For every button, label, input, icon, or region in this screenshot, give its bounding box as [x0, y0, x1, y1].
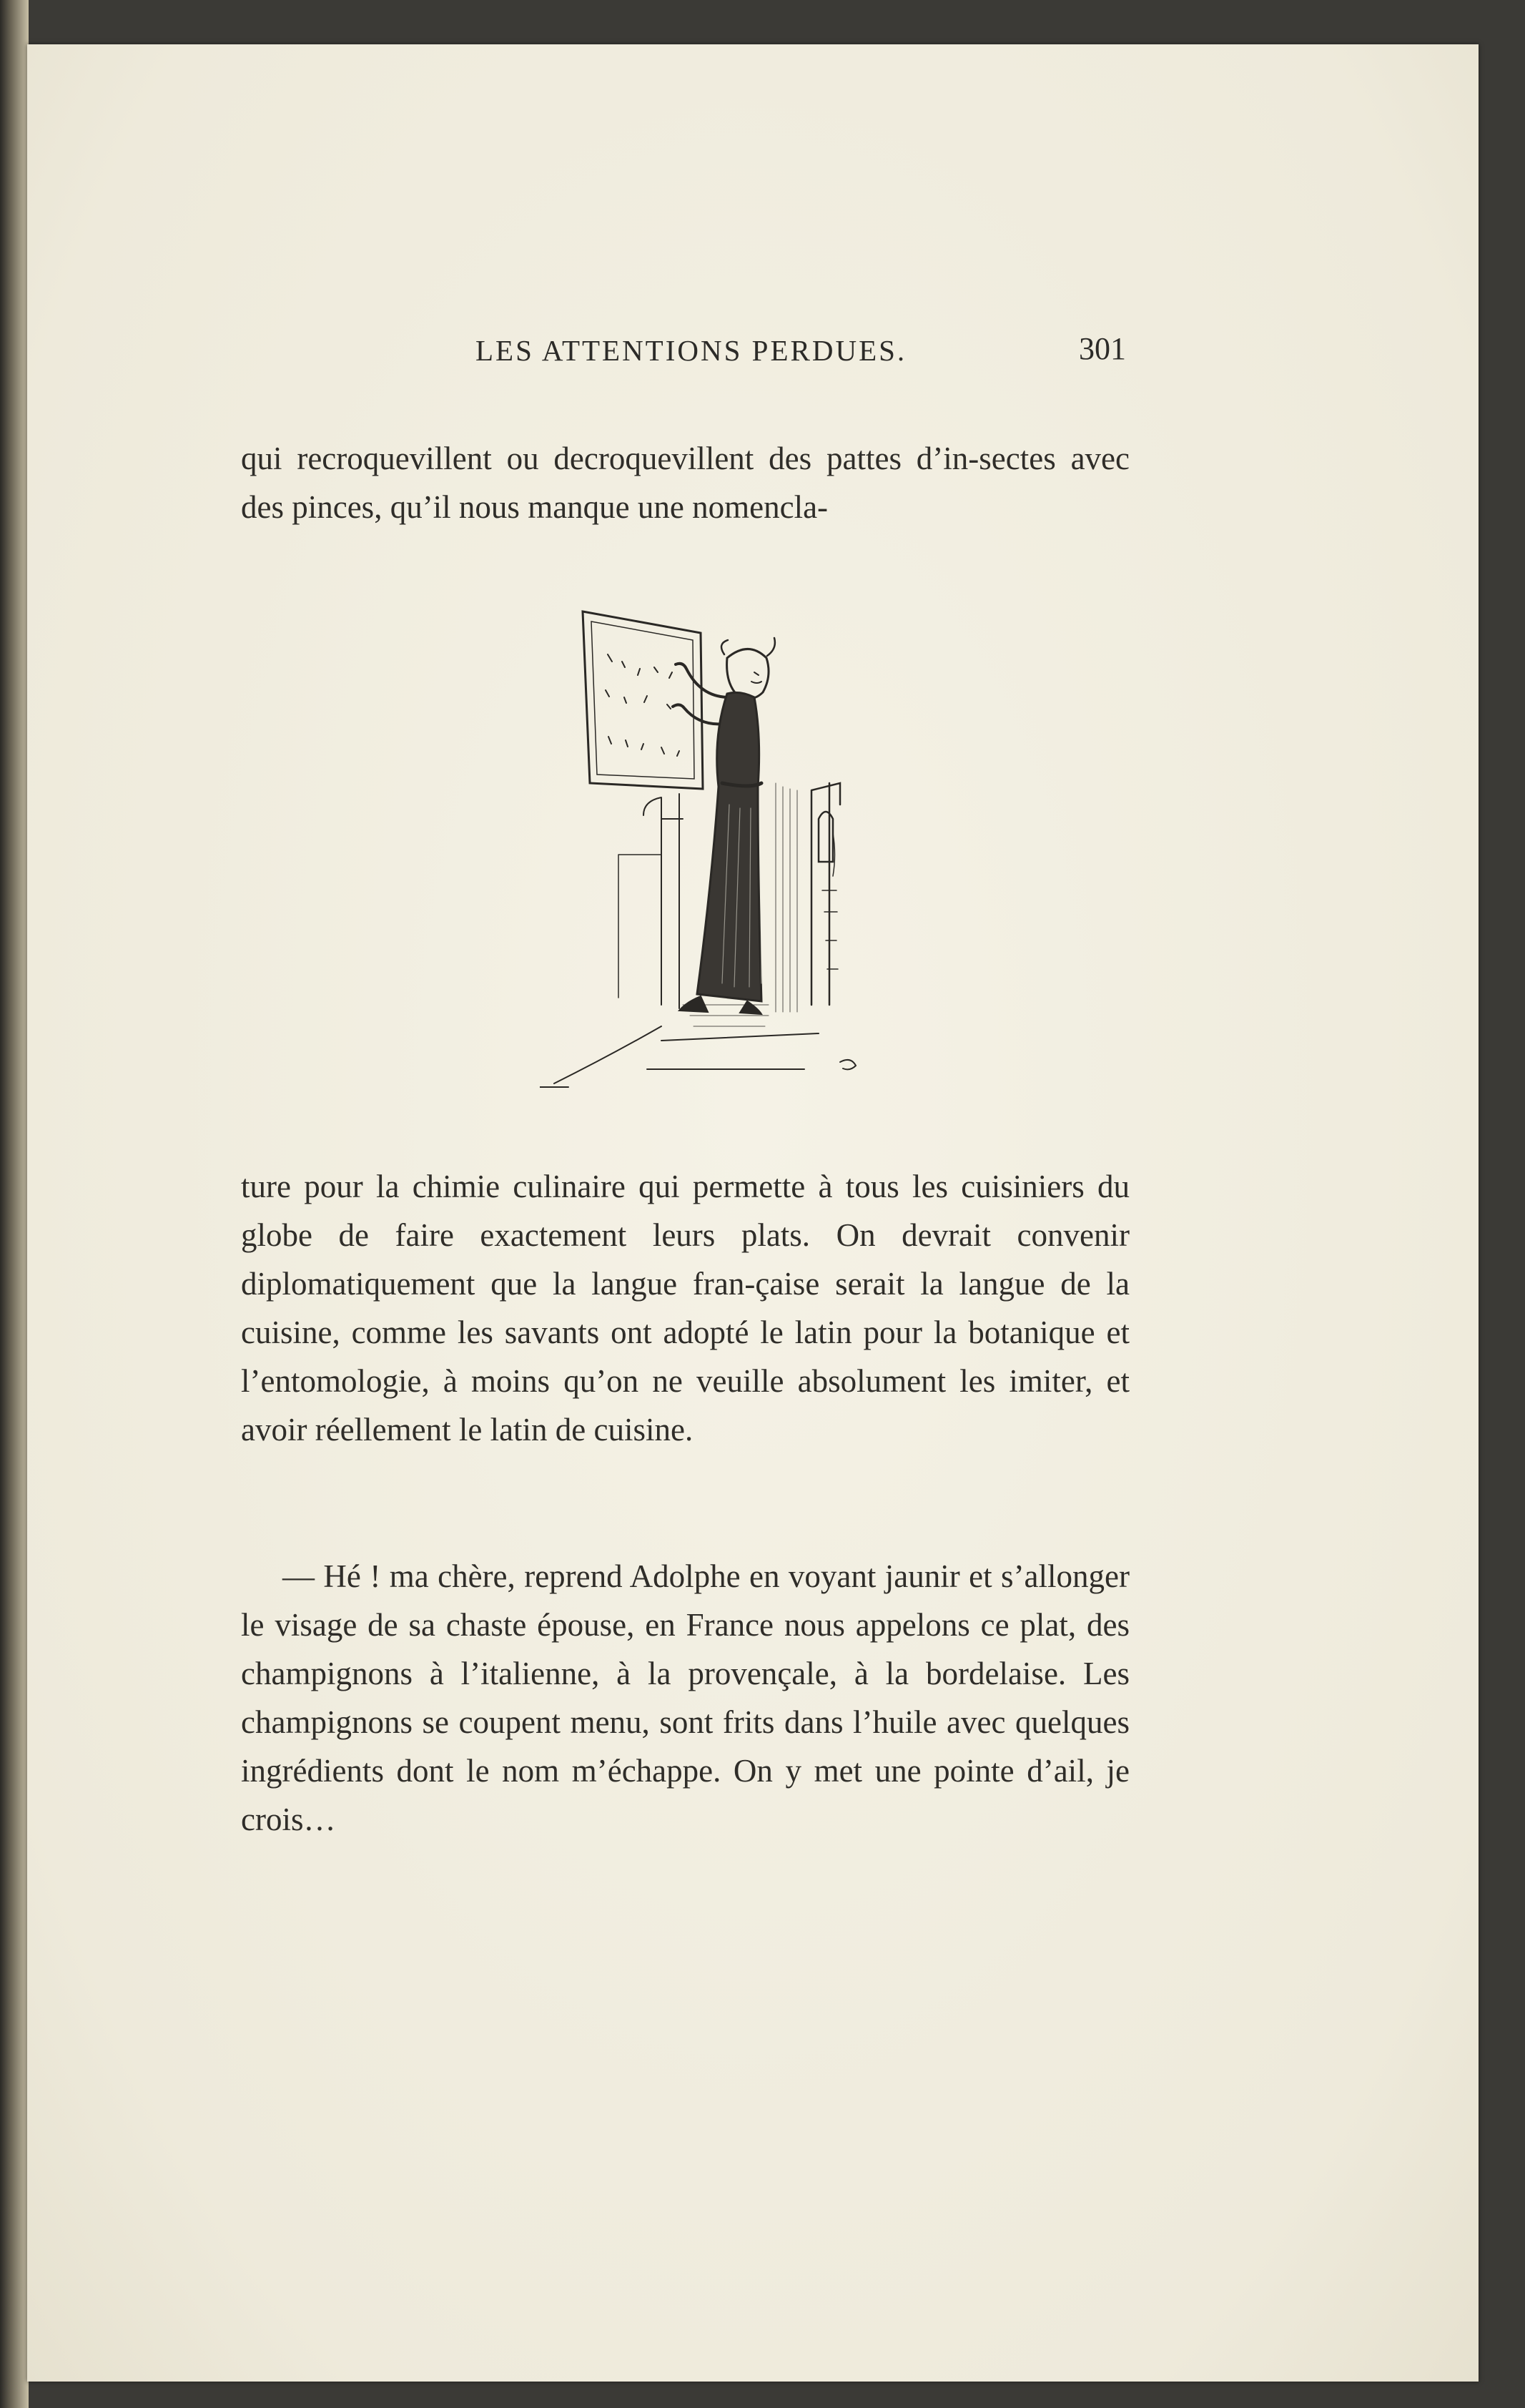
running-title: LES ATTENTIONS PERDUES.	[475, 334, 907, 367]
page-number: 301	[1079, 331, 1126, 366]
paragraph-text: qui recroquevillent ou decroquevillent des pattes d’in-sectes avec des pinces, qu’il nous manque une nomencla-	[241, 441, 1130, 525]
running-head	[240, 328, 1126, 378]
paragraph-middle	[241, 1162, 1130, 1454]
engraving-illustration	[540, 604, 879, 1094]
paragraph-text: — Hé ! ma chère, reprend Adolphe en voyant jaunir et s’allonger le visage de sa chaste épouse, en France nous appelons ce plat, des champignons à l’italienne, à la provençale, à la bordelaise. Les champignons se coupent menu, sont frits dans l’huile avec quelques ingrédients dont le nom m’échappe. On y met une pointe d’ail, je crois…	[241, 1558, 1130, 1837]
paragraph-bottom	[241, 1552, 1130, 1844]
paragraph-top	[241, 434, 1130, 531]
book-spine	[0, 0, 29, 2408]
paragraph-text: ture pour la chimie culinaire qui permette à tous les cuisiniers du globe de faire exactement leurs plats. On devrait convenir diplomatiquement que la langue fran-çaise serait la langue de la cuisine, comme les savants ont adopté le latin pour la botanique et l’entomologie, à moins qu’on ne veuille absolument les imiter, et avoir réellement le latin de cuisine.	[241, 1169, 1130, 1448]
